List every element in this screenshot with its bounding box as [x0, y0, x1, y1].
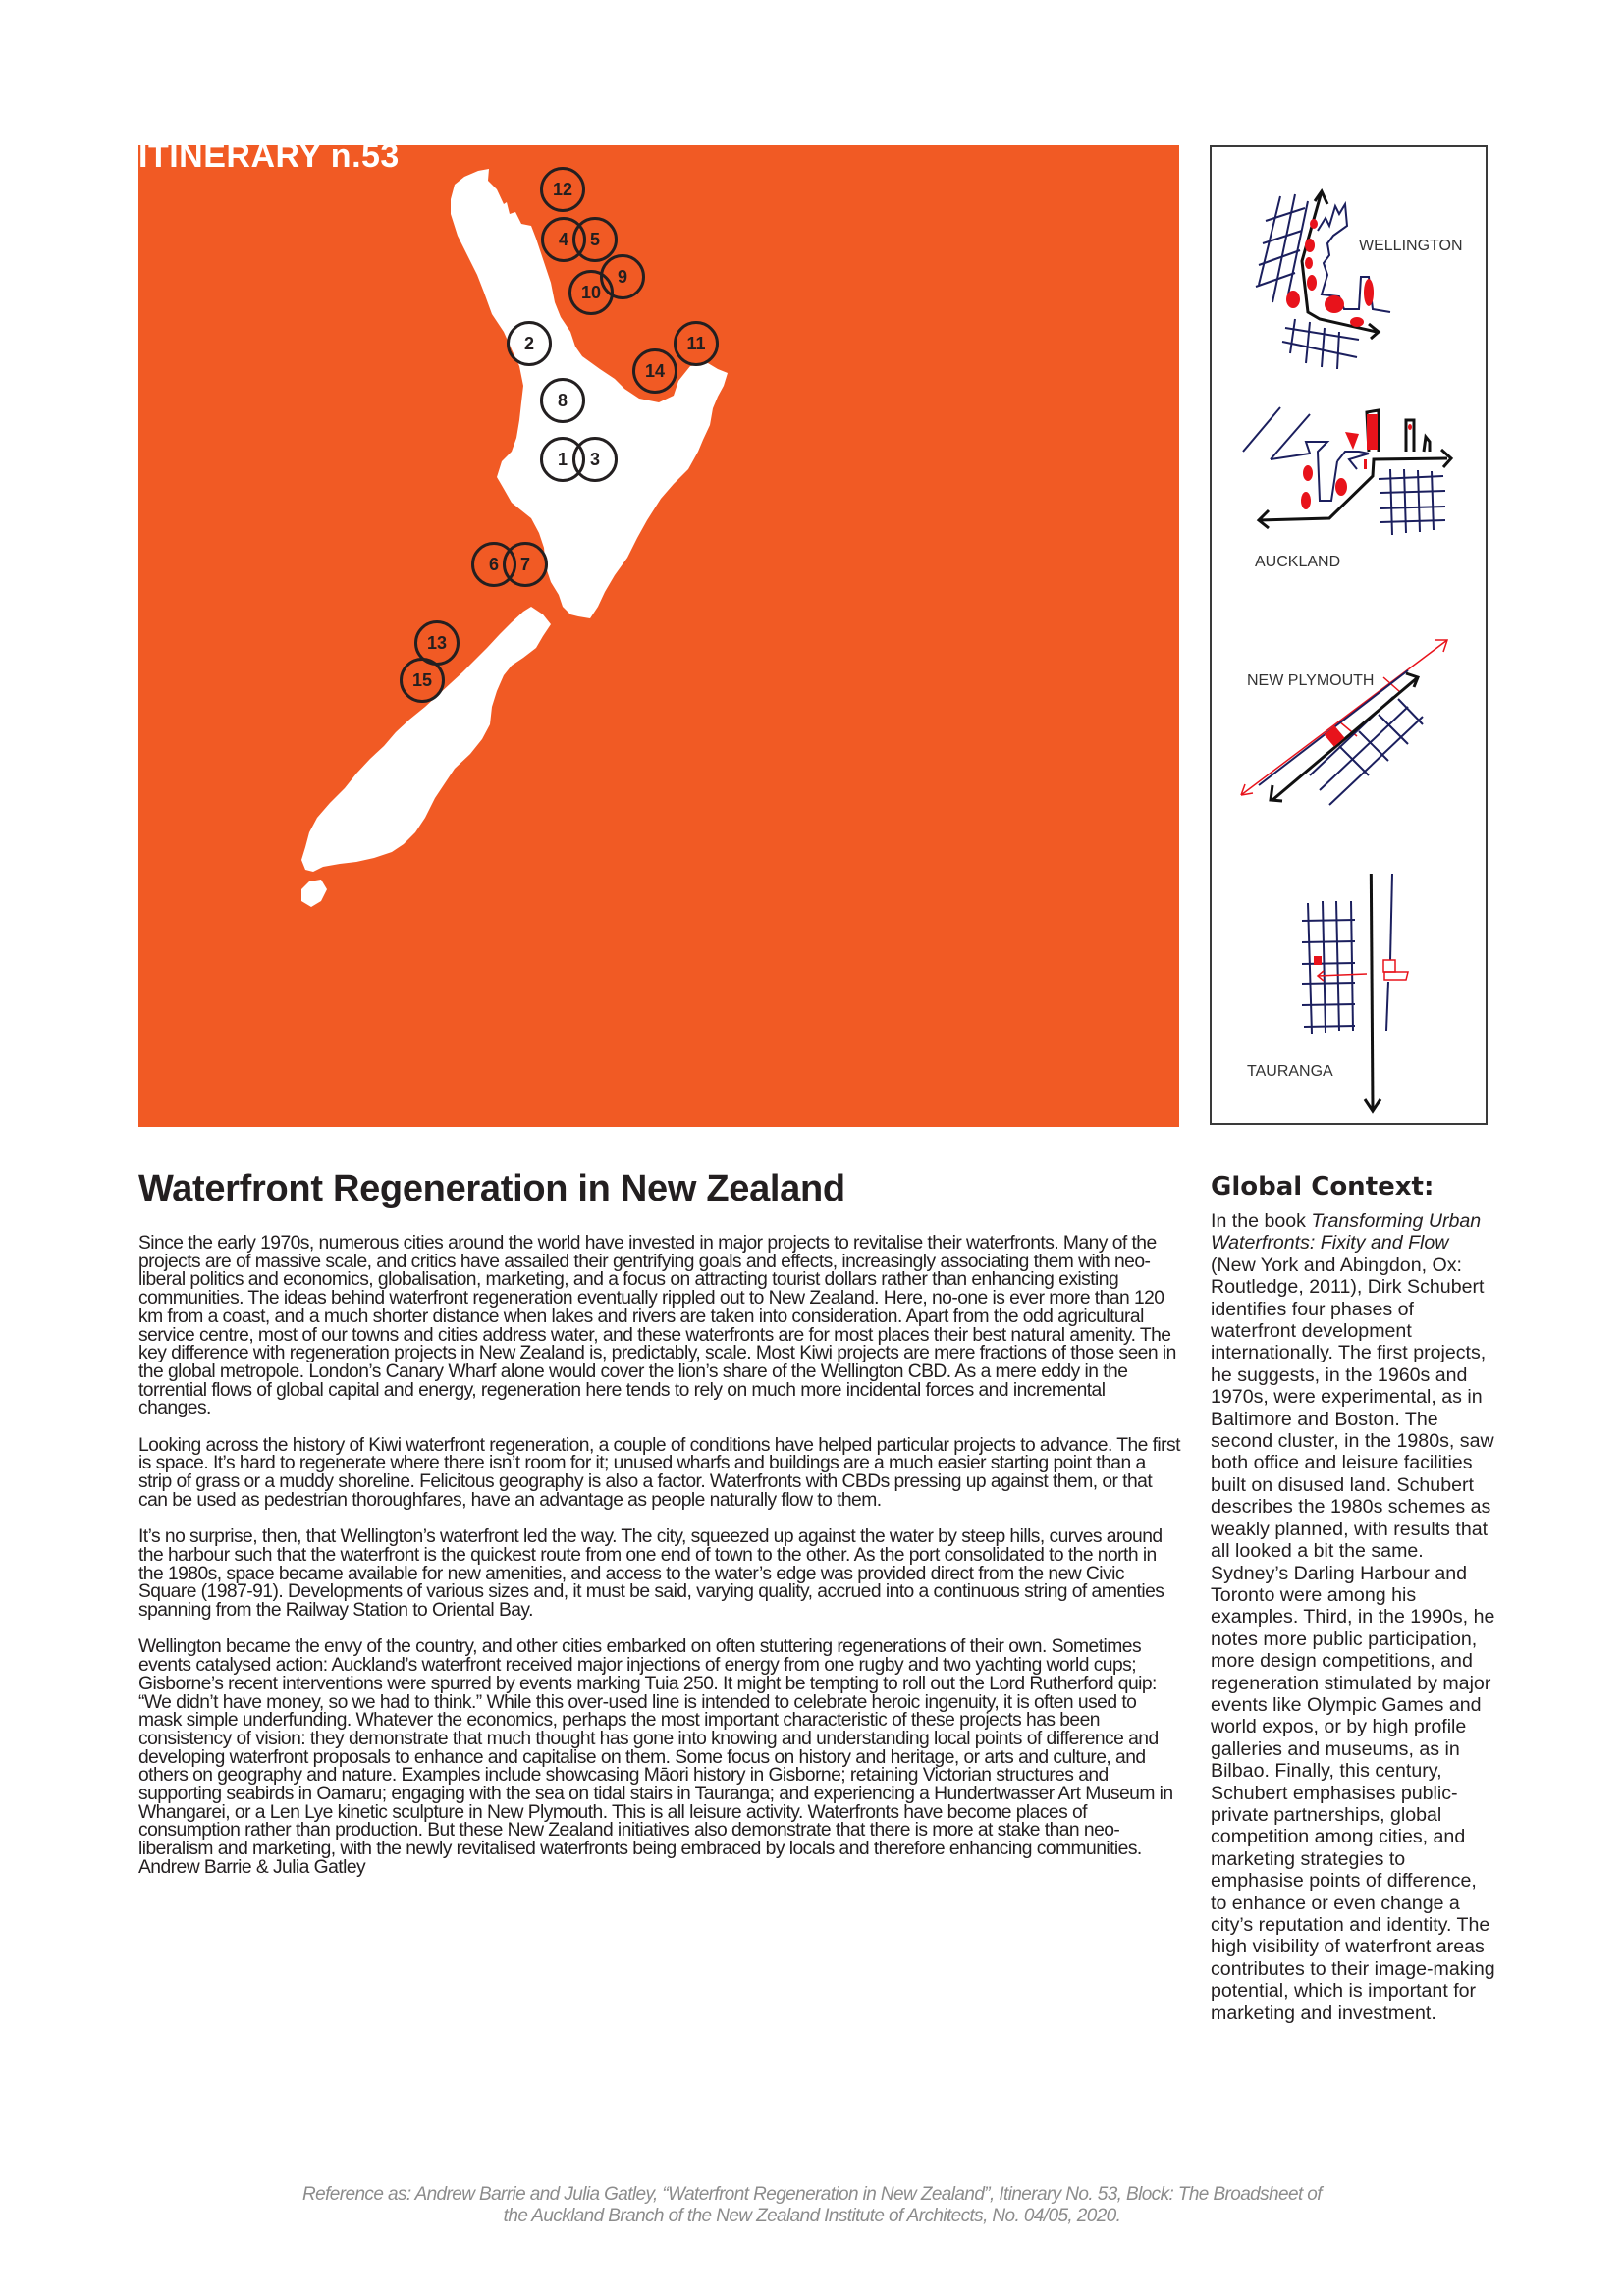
itinerary-title: ITINERARY n.53: [138, 137, 400, 175]
map-marker-7: [503, 542, 548, 587]
marker-label: 13: [426, 632, 448, 653]
sketch-label-tauranga: TAURANGA: [1247, 1063, 1333, 1080]
article-title: Waterfront Regeneration in New Zealand: [138, 1168, 845, 1209]
map-marker-3: [572, 437, 618, 482]
map-marker-2: [507, 321, 552, 366]
marker-label: 9: [617, 266, 627, 287]
auckland-sketch-icon: [1212, 402, 1488, 579]
global-context-intro: In the book: [1211, 1210, 1312, 1232]
marker-label: 8: [557, 390, 568, 410]
article-body: [138, 1235, 1181, 1878]
map-marker-11: [674, 321, 719, 366]
marker-label: 6: [488, 554, 499, 574]
marker-label: 10: [580, 282, 602, 302]
marker-label: 3: [589, 449, 600, 469]
marker-label: 14: [644, 360, 666, 381]
marker-label: 7: [519, 554, 530, 574]
article-paragraph-1: Since the early 1970s, numerous cities around the world have invested in major projects to revitalise their waterfronts. Many of the projects are of massive scale, and critics have assailed their gentrifying goals and effects, increasingly associating them with neo-liberal politics and economics, globalisation, marketing, and a focus on attracting tourist dollars rather than enhancing existing communities. The ideas behind waterfront regeneration eventually rippled out to New Zealand. Here, no-one is ever more than 120 km from a coast, and a much shorter distance when lakes and rivers are taken into consideration. Apart from the odd agricultural service centre, most of our towns and cities address water, and these waterfronts are for most places their best natural amenity. The key difference with regeneration projects in New Zealand is, predictably, scale. Most Kiwi projects are mere fractions of those seen in the global metropole. London’s Canary Wharf alone would cover the lion’s share of the Wellington CBD. As a mere eddy in the torrential flows of global capital and energy, regeneration here tends to rely on much more incidental forces and incremental changes.: [138, 1233, 1176, 1419]
marker-label: 12: [552, 179, 573, 199]
global-context-title: Global Context:: [1211, 1172, 1435, 1201]
map-marker-15: [400, 658, 445, 703]
article-paragraph-2: Looking across the history of Kiwi waterfront regeneration, a couple of conditions have helped particular projects to advance. The first is space. It’s hard to regenerate where there isn’t room for it; unused wharfs and buildings are a much easier starting point than a strip of grass or a muddy shoreline. Felicitous geography is also a factor. Waterfronts with CBDs pressing up against them, or that can be used as pedestrian thoroughfares, have an advantage as people naturally flow to them.: [138, 1434, 1180, 1511]
article-paragraph-4: Wellington became the envy of the country, and other cities embarked on often stuttering regenerations of their own. Sometimes events catalysed action: Auckland’s waterfront received major injections of energy from one rugby and two yachting world cups; Gisborne’s recent interventions were spurred by events marking Tuia 250. It might be tempting to roll out the Lord Rutherford quip: “We didn’t have money, so we had to think.” While this over-used line is intended to celebrate heroic ingenuity, it is often used to mask simple underfunding. Whatever the economics, perhaps the most important characteristic of these projects has been consistency of vision: they demonstrate that much thought has gone into knowing and understanding local points of difference and developing waterfront proposals to enhance and capitalise on them. Some focus on history and heritage, or arts and culture, and others on geography and nature. Examples include showcasing Māori history in Gisborne; retaining Victorian structures and supporting seabirds in Oamaru; engaging with the sea on tidal stairs in Tauranga; and experiencing a Hundertwasser Art Museum in Whangarei, or a Len Lye kinetic sculpture in New Plymouth. This is all leisure activity. Waterfronts have become places of consumption rather than production. But these New Zealand initiatives also demonstrate that there is more at stake than neo-liberalism and marketing, with the newly revitalised waterfronts being embraced by locals and therefore enhancing communities.: [138, 1636, 1173, 1860]
sketch-label-auckland: AUCKLAND: [1255, 554, 1341, 570]
marker-label: 1: [557, 449, 568, 469]
sketch-label-wellington: WELLINGTON: [1359, 238, 1463, 254]
reference-line-2: the Auckland Branch of the New Zealand Institute of Architects, No. 04/05, 2020.: [503, 2206, 1121, 2226]
marker-label: 11: [686, 333, 706, 353]
new-zealand-map-icon: [138, 145, 1179, 1127]
marker-label: 15: [411, 669, 433, 690]
sketch-panel: [1210, 145, 1488, 1125]
map-marker-5: [572, 217, 618, 262]
article-authors: Andrew Barrie & Julia Gatley: [138, 1856, 366, 1878]
map-marker-8: [540, 378, 585, 423]
marker-label: 5: [589, 229, 600, 249]
wellington-sketch-icon: [1212, 147, 1488, 402]
marker-label: 4: [558, 229, 568, 249]
map-marker-10: [568, 270, 614, 315]
map-marker-12: [540, 167, 585, 212]
tauranga-sketch-icon: [1212, 874, 1488, 1125]
article-paragraph-3: It’s no surprise, then, that Wellington’s waterfront led the way. The city, squeezed up against the water by steep hills, curves around the harbour such that the waterfront is the quickest route from one end of town to the other. As the port consolidated to the north in the 1980s, space became available for new amenities, and access to the water’s edge was provided direct from the new Civic Square (1987-91). Developments of various sizes and, it must be said, varying quality, accrued into a continuous string of amenties spanning from the Railway Station to Oriental Bay.: [138, 1526, 1164, 1622]
map-panel: [138, 145, 1179, 1127]
marker-label: 2: [523, 333, 534, 353]
sketch-label-new-plymouth: NEW PLYMOUTH: [1247, 672, 1375, 689]
reference-line-1: Reference as: Andrew Barrie and Julia Gatley, “Waterfront Regeneration in New Zealand”, Itinerary No. 53, Block: The Broadsheet of: [302, 2184, 1322, 2205]
book-title: Transforming Urban Waterfronts: Fixity and Flow: [1211, 1210, 1482, 1255]
new-plymouth-sketch-icon: [1212, 560, 1488, 825]
map-marker-14: [632, 348, 677, 394]
reference-citation: [138, 2184, 1486, 2227]
global-context-text: (New York and Abingdon, Ox: Routledge, 2011), Dirk Schubert identifies four phases of waterfront development internationally. The first projects, he suggests, in the 1960s and 1970s, were experimental, as in Baltimore and Boston. The second cluster, in the 1980s, saw both office and leisure facilities built on disused land. Schubert describes the 1980s schemes as weakly planned, with results that all looked a bit the same. Sydney’s Darling Harbour and Toronto were among his examples. Third, in the 1990s, he notes more public participation, more design competitions, and regeneration stimulated by major events like Olympic Games and world expos, or by high profile galleries and museums, as in Bilbao. Finally, this century, Schubert emphasises public-private partnerships, global competition among cities, and marketing strategies to emphasise points of difference, to enhance or even change a city’s reputation and identity. The high visibility of waterfront areas contributes to their image-making potential, which is important for marketing and investment.: [1211, 1254, 1495, 2024]
global-context-body: [1211, 1210, 1495, 2024]
